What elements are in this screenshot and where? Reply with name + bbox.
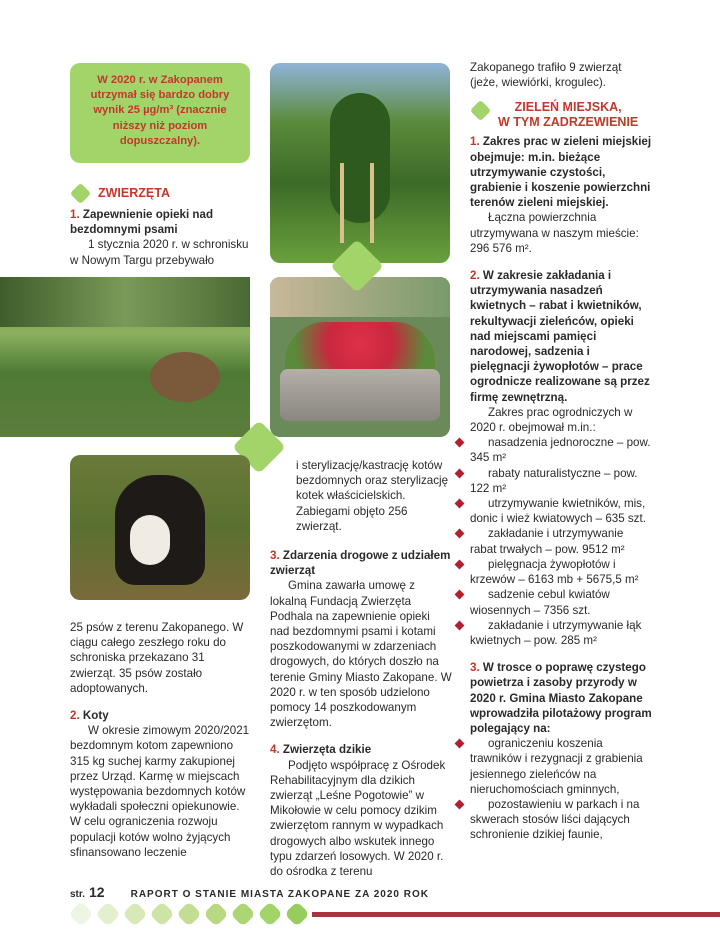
footer-bar [312,912,720,917]
footer-dot [95,901,120,926]
flower-planter-photo [270,277,450,437]
footer-dot [230,901,255,926]
dog-photo [70,455,250,600]
item-heading: W trosce o poprawę czystego powietrza i zasoby przyrody w 2020 r. Gmina Miasto Zakopane wprowadziła pilotażowy program polegający na: [470,661,652,735]
list-item: pozostawieniu w parkach i na skwerach stosów liści dających schronienie dzikiej faunie, [470,797,652,843]
footer-dot [176,901,201,926]
footer-dot [257,901,282,926]
report-title: RAPORT O STANIE MIASTA ZAKOPANE ZA 2020 ROK [130,889,429,900]
list-item: zakładanie i utrzymywanie łąk kwietnych – pow. 285 m² [470,618,652,648]
footer-dot [122,901,147,926]
item-heading: Zdarzenia drogowe z udziałem zwierząt [270,549,451,578]
item-number: 4. [270,743,280,757]
list-item: ograniczeniu koszenia trawników i rezygnacji z grabienia jesiennego zieleńców na nieruchomościach gminnych, [470,736,652,797]
paragraph: Gmina zawarła umowę z lokalną Fundacją Zwierzęta Podhala na zapewnienie opieki nad bezdomnymi psami i kotami poszkodowanymi w zdarzeniach drogowych, do których doszło na terenie Gminy Miasto Zakopane. W 2020 r. w ten sposób udzielono pomocy 14 poszkodowanym zwierzętom. [270,579,452,730]
footer [70,884,429,900]
item-number: 1. [470,135,480,149]
paragraph: Łączna powierzchnia utrzymywana w naszym mieście: 296 576 m². [470,211,639,255]
item-heading: Zwierzęta dzikie [282,743,372,757]
paragraph: W okresie zimowym 2020/2021 bezdomnym kotom zapewniono 315 kg suchej karmy zakupionej przez Urząd. Karmę w miejscach występowania bezdomnych kotów wykładali społeczni opiekunowie. W celu ograniczenia rozwoju populacji kotów wolno żyjących sfinansowano leczenie [70,724,250,859]
item-number: 3. [470,661,480,675]
tree-photo [270,63,450,263]
item-number: 2. [470,269,480,283]
zwierzeta-middle-column [270,458,452,879]
zwierzeta-s1 [70,207,250,268]
list-item: utrzymywanie kwietników, mis, donic i wież kwiatowych – 635 szt. [470,496,652,526]
item-number: 3. [270,549,280,563]
item-heading: Koty [82,709,109,723]
section-header-zwierzeta [70,186,170,201]
section-title [498,100,638,130]
list-item: nasadzenia jednoroczne – pow. 345 m² [470,436,651,465]
section-title-line: ZIELEŃ MIEJSKA, [514,100,622,115]
page-prefix: str. [70,889,86,900]
item-heading: Zakres prac w zieleni miejskiej obejmuje: m.in. bieżące utrzymywanie czystości, grabienie i koszenie powierzchni terenów zieleni miejskiej. [470,135,652,210]
diamond-icon [70,183,91,204]
garden-bed-photo [0,277,250,437]
section-title: ZWIERZĘTA [98,186,170,200]
list-item: pielęgnacja żywopłotów i krzewów – 6163 mb + 5675,5 m² [470,557,652,587]
item-number: 1. [70,208,80,221]
item-number: 2. [70,709,80,723]
list-item: zakładanie i utrzymywanie rabat trwałych – pow. 9512 m² [470,526,652,556]
paragraph: i sterylizację/kastrację kotów bezdomnych oraz sterylizację kotek właścicielskich. Zabiegami objęto 256 zwierząt. [296,459,449,533]
right-column [470,60,652,843]
paragraph: Zakopanego trafiło 9 zwierząt (jeże, wiewiórki, krogulec). [470,61,622,90]
page-number: 12 [89,884,105,900]
paragraph: 1 stycznia 2020 r. w schronisku w Nowym Targu przebywało [70,238,249,267]
list-item: sadzenie cebul kwiatów wiosennych – 7356 szt. [470,587,652,617]
paragraph: Podjęto współpracę z Ośrodek Rehabilitacyjnym dla dzikich zwierząt „Leśne Pogotowie” w Mikołowie w celu pomocy dzikim zwierzętom rannym w wypadkach drogowych albo wskutek innego typu zdarzeń losowych. W 2020 r. do ośrodka z terenu [270,758,446,879]
list-item: rabaty naturalistyczne – pow. 122 m² [470,466,652,496]
item-heading: W zakresie zakładania i utrzymywania nasadzeń kwietnych – rabat i kwietników, rekultywacji zieleńców, opieki nad miejscami pamięci narodowej, sadzenia i pielęgnacji żywopłotów – prace ogrodnicze realizowane są przez firmę zewnętrzną. [470,269,650,404]
footer-dot [284,901,309,926]
item-heading: Zapewnienie opieki nad bezdomnymi psami [70,208,214,237]
diamond-icon [470,100,491,121]
footer-dot [203,901,228,926]
air-quality-callout: W 2020 r. w Zakopanem utrzymał się bardzo dobry wynik 25 µg/m³ (znacznie niższy niż poziom dopuszczalny). [70,63,250,163]
paragraph: Zakres prac ogrodniczych w 2020 r. obejmował m.in.: [470,405,633,435]
footer-dot [149,901,174,926]
section-header-zielen [470,100,652,130]
paragraph: 25 psów z terenu Zakopanego. W ciągu całego zeszłego roku do schroniska przekazano 31 zwierząt. 35 psów zostało adoptowanych. [70,621,244,695]
zwierzeta-s1-cont [70,620,250,860]
section-title-line: W TYM ZADRZEWIENIE [498,115,639,130]
footer-dot [68,901,93,926]
